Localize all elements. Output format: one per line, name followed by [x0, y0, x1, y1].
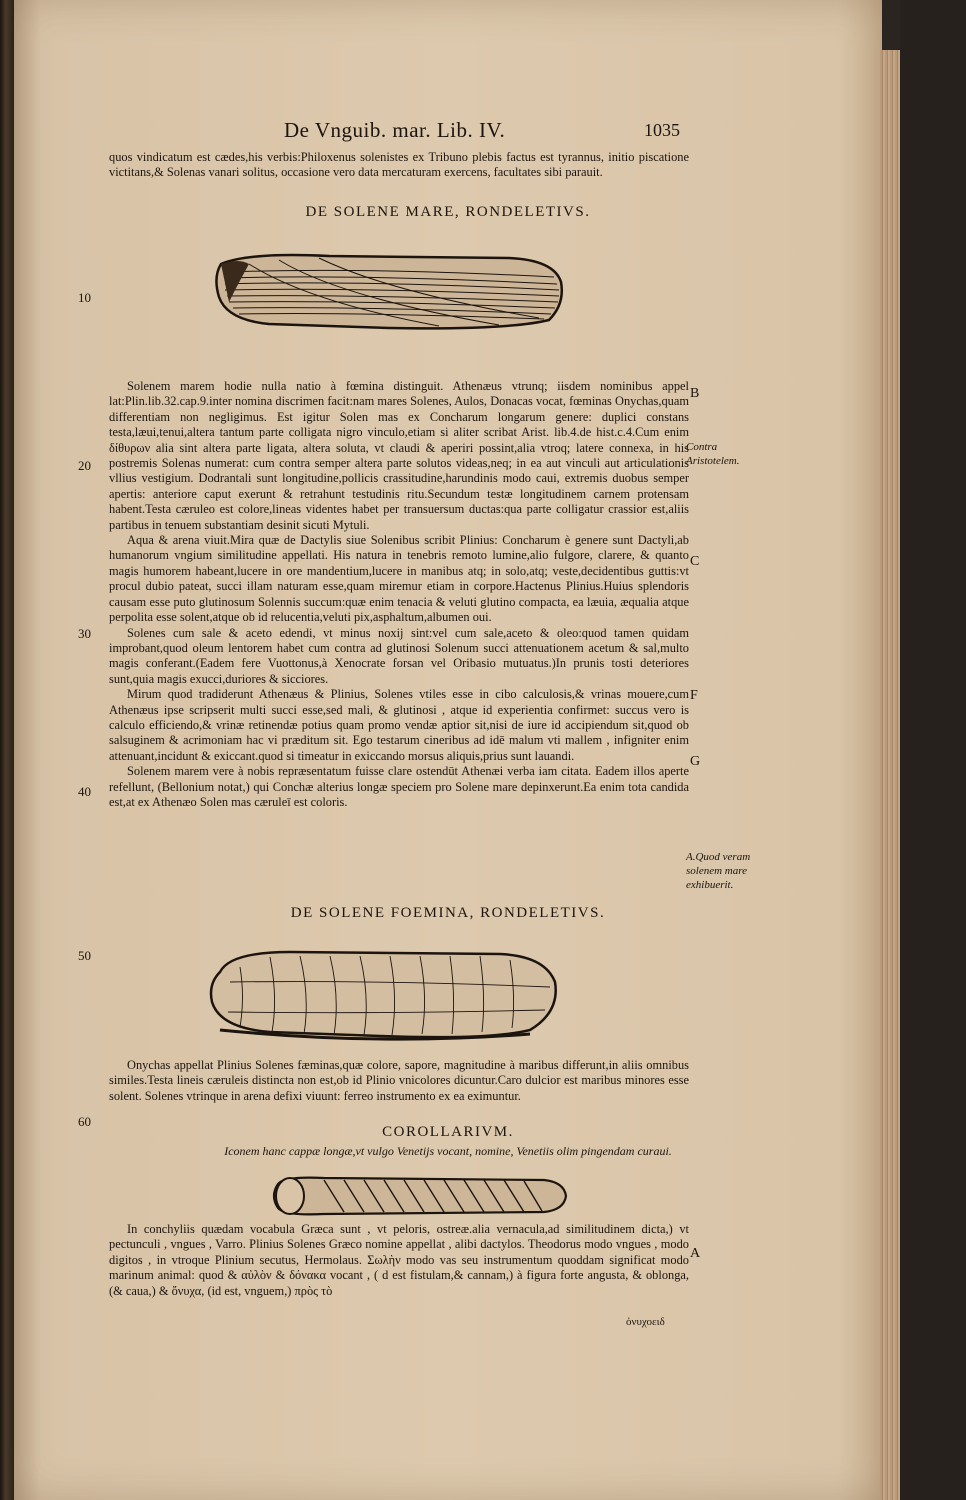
section-heading-solen-female: DE SOLENE FOEMINA, RONDELETIVS. [290, 905, 606, 921]
intro-paragraph: quos vindicatum est cædes,his verbis:Philoxenus solenistes ex Tribuno plebis factus est tyrannus, initio piscatione victitans,& Solenas vanari solitus, occasione vero data mercaturam exercens, facultates sibi parauit. [109, 150, 689, 180]
corollarium-subheading: Iconem hanc cappæ longæ,vt vulgo Venetijs vocant, nomine, Venetiis olim pingendam curaui. [224, 1144, 672, 1158]
section-heading-corollarium: COROLLARIVM. [382, 1124, 514, 1140]
section3-text [109, 1222, 689, 1299]
margin-letter: B [690, 386, 700, 401]
page-number: 1035 [644, 120, 680, 140]
paragraph: Solenem marem hodie nulla natio à fœmina distinguit. Athenæus vtrunq; iisdem nominibus appel lat:Plin.lib.32.cap.9.inter nomina discrimen facit:nam mares Solenes, Aulos, Donacas vocat, fœminas Onychas,quam differentiam non negligimus. Est igitur Solen mas ex Concharum longarum genere: duplici constans testa,læui,tenui,altera tantum parte colligata nigro vinculo,etiam si aliter scribat Arist. lib.4.de hist.c.4.Cum enim δίθυρων alia sint altera parte ligata, altera soluta, vt claudi & aperiri possint,alia vtroq; latere connexa, in his postremis Solenas numerat: cum contra semper altera parte solutos videas,neq; in ea aut vinculi aut articulationis vllius vestigium. Dodrantali sunt longitudine,pollicis crassitudine,harundinis modo caui, extremis duobus semper apertis: anteriore caput exerunt & retrahunt testudinis ritu.Secundum testæ longitudinem carnem protensam habent.Testa cæruleo est colore,lineas videntes habet per transuersum ductas:qua parte colligatur crassior est,aliis partibus in tenuem substantiam desinit sicuti Mytuli. [109, 379, 689, 532]
margin-letter: C [690, 554, 700, 569]
book-binding [0, 0, 14, 1500]
margin-letter: G [690, 754, 701, 769]
page-edges [880, 50, 900, 1500]
section1-text [109, 379, 689, 810]
solen-female-illustration [200, 942, 575, 1047]
margin-note: Contra Aristotelem. [686, 441, 740, 467]
margin-letter: A [690, 1246, 701, 1261]
section2-text [109, 1058, 689, 1104]
book-page [14, 0, 882, 1500]
paragraph: In conchyliis quædam vocabula Græca sunt , vt peloris, ostreæ.alia vernacula,ad similitudinem dicta,) vt pectunculi , vngues , Varro. Plinius Solenes Græco nomine appellat , alibi dactylos. Theodorus modo vngues , modo digitos , in vtroque Plinium secutus, Hermolaus. Σωλὴν modo vas seu instrumentum quoddam significat modo marinum animal: quod & αὐλὸν & δόνακα vocant , ( d est fistulam,& cannam,) à figura forte angusta, & oblonga, (& caua,) & ὄνυχα, (id est, vnguem,) πρὸς τὸ [109, 1222, 689, 1298]
cappa-longa-illustration [264, 1170, 574, 1222]
intro-text [109, 150, 689, 181]
paragraph: Mirum quod tradiderunt Athenæus & Plinius, Solenes vtiles esse in cibo calculosis,& vrinas mouere,cum Athenæus ipse scripserit multi succi esse,sed mali, & glutinosi , atque id experientia confirmet: succus vero is calculo efficiendo,& vrinæ retinendæ potius quam promo vendæ aptior sit,nisi de iure id accipiendum sit,quod ob salsuginem & acrimoniam hac vi præditum sit. Ego testarum cineribus ad idē malum vti mallem , infigniter enim attenuant,incidunt & exiccant.quod si timeatur in exiccando morsus aliquis,prius sunt lauandi. [109, 687, 689, 763]
line-number: 40 [78, 784, 91, 799]
running-head: De Vnguib. mar. Lib. IV. [284, 118, 506, 142]
paragraph: Onychas appellat Plinius Solenes fæminas,quæ colore, sapore, magnitudine à maribus differunt,in aliis omnibus similes.Testa lineis cæruleis distincta non est,ob id Plinio vnicolores dicuntur.Caro dulcior est maribus minores esse solent. Solenes vtrinque in arena defixi viuunt: ferreo instrumento ex ea eximuntur. [109, 1058, 689, 1103]
margin-note: A.Quod veram solenem mare exhibuerit. [686, 851, 751, 891]
line-number: 50 [78, 948, 91, 963]
line-number: 20 [78, 458, 91, 473]
margin-letter: F [690, 688, 698, 703]
line-number: 30 [78, 626, 91, 641]
background-right [900, 0, 966, 1500]
paragraph: Solenes cum sale & aceto edendi, vt minus noxij sint:vel cum sale,aceto & oleo:quod tamen quidam improbant,quod oleum lentorem habet cum contra ad glutinosi Solenum succi attenuationem acetum & sal,multo magis conferant.(Eadem fere Vuottonus,à Xenocrate forsan vel Oribasio mutuatus.)In prunis tosti deteriores sunt,quia magis exucci,duriores & sicciores. [109, 625, 689, 686]
paragraph: Solenem marem vere à nobis repræsentatum fuisse clare ostendūt Athenæi verba iam citata. Eadem illos aperte refellunt, (Bellonium notat,) qui Conchæ alterius longæ speciem pro Solene mare depinxerunt.Ea enim tota candida est,at ex Athenæo Solen mas cæruleī est coloris. [109, 764, 689, 809]
section-heading-solen-male: DE SOLENE MARE, RONDELETIVS. [305, 204, 591, 220]
paragraph: Aqua & arena viuit.Mira quæ de Dactylis siue Solenibus scribit Plinius: Concharum è genere sunt Dactyli,ab humanorum vngium similitudine appellati. His natura in tenebris remoto lumine,alio fulgore, clarere, & quanto magis humorem habeant,lucere in ore mandentium,lucere in manibus atq; in solo,atq; veste,decidentibus guttis:vt procul dubio pateat, succi illam naturam esse,quam miremur etiam in corpore.Hactenus Plinius.Huius splendoris causam esse puto glutinosum Solennis succum:quæ enim tenacia & veluti glutino compacta, ea læuia, æqualia atque perpolita esse solent,atque ob id relucentia,veluti pix,asphaltum,albumen oui. [109, 533, 689, 625]
page-header [14, 118, 882, 148]
line-number: 10 [78, 290, 91, 305]
catchword: ὀνυχοειδ [626, 1316, 665, 1328]
solen-male-illustration [209, 242, 579, 337]
line-number: 60 [78, 1114, 91, 1129]
